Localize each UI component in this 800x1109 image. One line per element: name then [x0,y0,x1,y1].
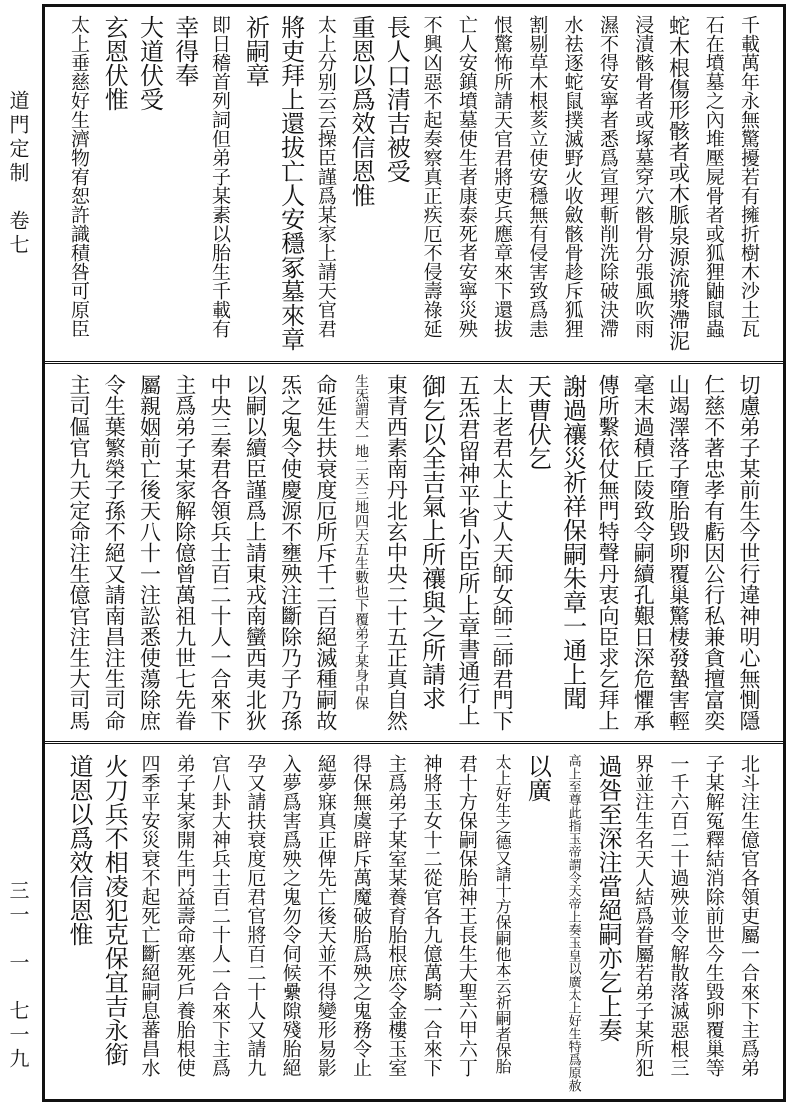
text-column: 濕不得安寧者悉爲宣理斬削洗除破決滯 [596,15,619,338]
text-column: 炁之鬼令使慶源不壅殃注斷除乃子乃孫 [278,374,303,731]
text-column: 高上至尊此指玉帝謂令天帝上奏玉皇以廣太上好生特爲原赦 [565,754,581,1092]
text-column: 長人口清吉被受 [382,15,411,183]
text-column: 亡人安鎮墳墓使生者康泰死者安寧災殃 [455,15,478,338]
text-column: 界並注生名天人結爲眷屬若弟子某所犯 [632,754,655,1077]
text-column: 切慮弟子某前生今世行違神明心無惻隱 [737,374,761,731]
text-column: 謝過禳災祈祥保嗣朱章一通上聞 [558,374,587,710]
text-column: 毫末過積丘陵致令嗣續孔艱日深危懼承 [631,374,656,731]
text-column: 玄恩伏惟 [100,15,129,111]
text-column: 以廣 [523,754,552,802]
text-column: 主司傴官九天定命注生億官注生大司馬 [67,374,91,731]
text-column: 過咎至深注當絕嗣亦乞上奏 [593,754,622,1042]
page-frame [42,4,786,1102]
text-column: 大道伏受 [135,15,164,111]
text-column: 千載萬年永無驚擾若有擁折樹木沙土瓦 [738,15,760,338]
text-column: 中央三秦君各領兵士百二十人一合來下 [208,374,233,731]
text-column: 命延生扶衰度厄所斥千二百絕滅種嗣故 [313,374,338,731]
text-column: 弟子某家開生門益壽命塞死戶養胎根使 [173,754,196,1077]
text-column: 重恩以爲效信恩惟 [347,15,376,207]
text-column: 祈嗣章 [241,15,270,87]
text-column: 即日稽首列詞但弟子某素以胎生千載有 [209,15,232,338]
panel-divider [45,361,783,364]
text-column: 蛇木根傷形骸者或木脈泉源流漿滯泥 [666,15,691,351]
text-column: 得保無虞辟斥萬魔破胎爲殃之鬼務令止 [350,754,373,1077]
text-column: 主爲弟子某家解除億曾萬祖九世七先眷 [172,374,197,731]
text-column: 御乞以全吉氣上所禳與之所請求 [417,374,446,710]
text-column: 子某解冤釋結消除前世今生毀卵覆巢等 [702,754,725,1077]
text-column: 君十方保嗣保胎神王長生大聖六甲六丁 [455,754,478,1077]
text-column: 太上好生之德又請十方保嗣他本云祈嗣者保胎 [493,754,513,1074]
text-column: 主爲弟子某室某養育胎根庶令金樓玉室 [385,754,408,1077]
text-column: 浸漬骸骨者或塚墓穿穴骸骨分張風吹雨 [632,15,655,338]
text-panel-upper [45,7,783,359]
text-panel-lower [45,746,783,1099]
text-column: 割剔草木根荄立使安穩無有侵害致爲恚 [526,15,549,338]
text-column: 生炁謂天一地二天三地四天五生數也下覆弟子某身中保 [353,374,370,710]
page-number-margin: 三一 一 七一九 [6,880,30,1072]
text-column: 令生葉繁榮子孫不絕又請南昌注生司命 [102,374,127,731]
text-column: 石在墳墓之內堆壓屍骨者或狐狸鼬鼠蟲 [702,15,725,338]
text-column: 道恩以爲效信恩惟 [65,754,93,946]
text-column: 四季平安災衰不起死亡斷絕嗣息蕃昌水 [138,754,161,1077]
text-column: 入夢爲害爲殃之鬼勿令伺候纍隙殘胎絕 [279,754,302,1077]
text-column: 火刀兵不相凌犯克保宜吉永銜 [100,754,129,1066]
text-column: 神將玉女十二從官各九億萬騎一合來下 [420,754,443,1077]
text-column: 屬親姻前亡後天八十一注訟悉使蕩除庶 [137,374,162,731]
text-column: 山竭澤落子墮胎毀卵覆巢驚棲發蟄害輕 [666,374,691,731]
text-panel-middle [45,366,783,739]
text-column: 一千六百二十過殃並令解散落滅惡根三 [667,754,690,1077]
text-column: 孕又請扶衰度厄君官將百二十人又請九 [244,754,267,1077]
text-column: 北斗注生億官各領吏屬一合來下主爲弟 [738,754,760,1077]
text-column: 太上分别云云操臣謹爲某家上請天官君 [314,15,337,338]
text-column: 仁慈不著忠孝有虧因公行私兼貪擅富奕 [701,374,726,731]
text-column: 恨驚怖所請天官君將吏兵應章來下還拔 [491,15,514,338]
text-column: 太上垂慈好生濟物宥恕許識積咎可原臣 [68,15,90,338]
panel-divider [45,741,783,744]
text-column: 絕夢寐真正俾先亡後天並不得變形易影 [314,754,337,1077]
text-column: 不興凶惡不起奏察真正疾厄不侵壽祿延 [420,15,443,338]
text-column: 宫八卦大神兵士百二十人一合來下主爲 [209,754,232,1077]
text-column: 將吏拜上還拔亡人安穩冢墓來章 [276,15,305,351]
text-column: 五炁君留神平省小臣所上章書通行上 [454,374,480,726]
volume-title-margin: 道門定制 卷七 [6,90,30,258]
text-column: 東青西素南丹北玄中央二十五正真自然 [384,374,409,731]
text-column: 太上老君太上丈人天師女師三師君門下 [490,374,515,731]
text-column: 傳所繫依仗無門特聲丹衷向臣求乞拜上 [595,374,620,731]
text-column: 天曹伏乞 [523,374,552,470]
text-column: 以嗣以續臣謹爲上請東戎南蠻西夷北狄 [243,374,268,731]
text-column: 幸得奉 [170,15,199,87]
text-column: 水祛逐蛇鼠撲滅野火收斂骸骨趁斥狐狸 [561,15,584,338]
